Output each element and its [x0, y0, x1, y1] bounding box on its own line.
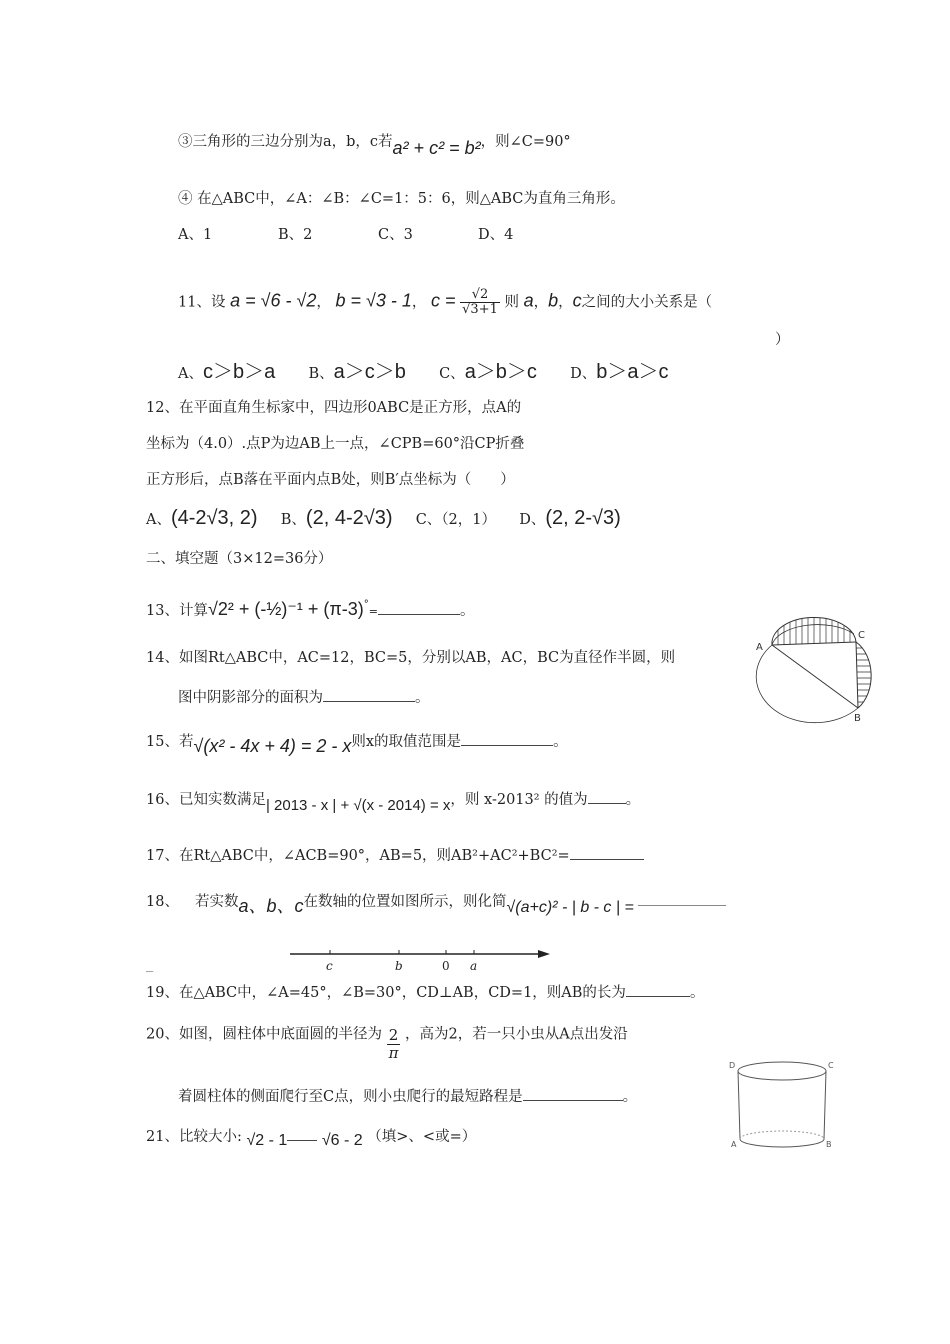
q11-option-c: a＞b＞c [464, 361, 537, 383]
q14-end: 。 [415, 690, 430, 706]
q12-options [146, 508, 621, 530]
q18-variables: a、b、c [238, 896, 304, 916]
q12-line3: 正方形后，点B落在平面内点B处，则B′点坐标为（ ） [146, 472, 515, 488]
q20-line1-end: ，高为2，若一只小虫从A点出发沿 [405, 1026, 628, 1043]
q14-label-b: B [854, 713, 861, 724]
q11-options [178, 362, 669, 384]
q17-text: 17、在Rt△ABC中，∠ACB=90°，AB=5，则AB²+AC²+BC²= [146, 848, 570, 864]
q12-option-a-label: A、 [146, 512, 171, 528]
q16-number: 16、已知实数满足 [146, 792, 266, 808]
q10-option-a: A、1 [178, 227, 213, 243]
q12-option-a: (4-2√3, 2) [170, 507, 258, 529]
number-line-label-c: c [326, 959, 333, 973]
q11-b-definition: b = √3 - 1 [335, 290, 412, 311]
cylinder-top [738, 1062, 826, 1080]
q16-equation: | 2013 - x | + √(x - 2014) = x [265, 797, 451, 814]
q19-answer-blank [626, 996, 690, 997]
cylinder-label-d: D [729, 1061, 736, 1070]
number-line-label-b: b [395, 959, 403, 973]
q18-prefix: 若实数 [194, 894, 239, 910]
q15-equation: √(x² - 4x + 4) = 2 - x [193, 736, 352, 756]
q12-line1: 12、在平面直角生标家中，四边形0ABC是正方形，点A的 [146, 400, 522, 416]
q16-answer-blank [588, 803, 626, 804]
q14-line2-text: 图中阴影部分的面积为 [178, 690, 323, 706]
q10-item3 [178, 130, 571, 158]
q10-option-c: C、3 [378, 227, 413, 243]
q20-radius-fraction [387, 1027, 401, 1062]
q11-c-numerator: √2 [460, 288, 500, 303]
q21 [146, 1127, 476, 1147]
q20-line1 [146, 1017, 628, 1062]
q21-left-expression: √2 - 1 [246, 1132, 288, 1149]
cylinder-label-a: A [731, 1140, 737, 1149]
q12-option-c: （2，1） [441, 512, 497, 528]
q18-number: 18、 [146, 894, 179, 910]
q14-label-c: C [858, 630, 865, 641]
q20-line1-text: 20、如图，圆柱体中底面圆的半径为 [146, 1026, 382, 1043]
q20-line2-text: 着圆柱体的侧面爬行至C点，则小虫爬行的最短路程是 [178, 1089, 523, 1105]
q21-right-expression: √6 - 2 [321, 1132, 363, 1149]
q20-end: 。 [622, 1089, 638, 1105]
q10-option-d: D、4 [478, 227, 514, 243]
q13-expression: √2² + (-½)⁻¹ + (π-3) [207, 599, 364, 619]
q14-semicircle-bc [856, 642, 871, 708]
q10-item3-conclusion: ，则∠C=90° [480, 134, 571, 150]
number-line-label-0: 0 [442, 959, 450, 973]
q11-question: 之间的大小关系是（ [581, 294, 713, 311]
cylinder-label-b: B [826, 1140, 832, 1149]
q15-number: 15、若 [146, 734, 194, 750]
q18 [146, 890, 726, 916]
q20-cylinder-figure [727, 1055, 837, 1155]
q15 [146, 730, 568, 756]
q12-line2: 坐标为（4.0）.点P为边AB上一点，∠CPB=60°沿CP折叠 [146, 436, 525, 452]
section-heading: 二、填空题（3×12=36分） [146, 551, 333, 567]
q21-number: 21、比较大小: [146, 1129, 242, 1145]
q13-degree: ° [363, 599, 369, 610]
q18-middle: 在数轴的位置如图所示，则化简 [303, 894, 507, 910]
q13: 13、计算√2² + (-½)⁻¹ + (π-3)°= 。 [146, 599, 475, 619]
number-line-label-a: a [470, 959, 478, 973]
number-line-arrow [538, 950, 550, 958]
q11-tail: 则 [504, 294, 519, 311]
q13-answer-blank [378, 614, 460, 615]
q10-item3-equation: a² + c² = b² [392, 138, 481, 158]
q21-answer-blank [287, 1140, 317, 1141]
q12-option-b: (2, 4-2√3) [305, 507, 393, 529]
q11-c-denominator: √3+1 [462, 302, 498, 317]
q15-answer-blank [461, 745, 553, 746]
q14-line1: 14、如图Rt△ABC中，AC=12，BC=5，分别以AB，AC，BC为直径作半圆，则 [146, 650, 676, 666]
q17 [146, 846, 644, 866]
q11-option-b: a＞c＞b [333, 361, 406, 383]
q21-instruction: （填>、<或=） [367, 1129, 477, 1145]
q13-equals: = [368, 605, 378, 618]
q20-fraction-numerator: 2 [387, 1027, 401, 1045]
q19 [146, 983, 704, 1003]
cylinder-bottom-back [740, 1131, 824, 1139]
q12-option-d-label: D、 [519, 512, 546, 528]
q11-close-paren: ） [775, 332, 790, 348]
q11-option-d: b＞a＞c [596, 361, 669, 383]
q11-c-label: c = [431, 290, 456, 311]
q11-stem: 11、设 a = √6 - √2， b = √3 - 1， c = $\frac{√2}{√3+1}$ 则 a，b，c之间的大小关系是（ [178, 287, 713, 317]
q11-option-b-label: B、 [308, 366, 334, 382]
q18-expression: √(a+c)² - | b - c | = [506, 899, 634, 916]
q16 [146, 790, 641, 814]
q18-answer-blank [638, 905, 726, 906]
q11-option-a: c＞b＞a [202, 361, 276, 383]
q18-number-line [288, 945, 558, 975]
q20-fraction-denominator: π [388, 1044, 399, 1062]
q11-c-fraction [460, 288, 500, 317]
q19-text: 19、在△ABC中，∠A=45°，∠B=30°，CD⊥AB，CD=1，则AB的长为 [146, 985, 626, 1001]
q14-figure [750, 600, 900, 725]
q15-question: 则x的取值范围是 [351, 734, 462, 750]
q19-end: 。 [689, 985, 705, 1001]
q14-line2 [178, 688, 430, 708]
q14-label-a: A [756, 642, 763, 653]
q11-a-definition: a = √6 - √2 [230, 290, 317, 311]
q12-option-b-label: B、 [280, 512, 306, 528]
q10-option-b: B、2 [278, 227, 313, 243]
q15-end: 。 [553, 734, 568, 750]
q20-answer-blank [523, 1100, 623, 1101]
q14-answer-blank [323, 701, 415, 702]
q11-option-a-label: A、 [178, 366, 203, 382]
cylinder-bottom-front [740, 1139, 824, 1147]
q14-side-bc [856, 642, 858, 708]
q10-item4: ④ 在△ABC中，∠A：∠B：∠C=1：5：6，则△ABC为直角三角形。 [178, 191, 625, 207]
q12-option-c-label: C、 [415, 512, 442, 528]
q14-semicircle-ab [756, 645, 858, 723]
q17-answer-blank [570, 859, 644, 860]
q20-line2 [178, 1087, 637, 1107]
q12-option-d: (2, 2-√3) [545, 507, 621, 529]
q16-end: 。 [625, 792, 641, 808]
q11-option-d-label: D、 [570, 366, 597, 382]
q13-number: 13、计算 [146, 603, 208, 619]
cylinder-label-c: C [828, 1061, 834, 1070]
q14-hypotenuse-ab [772, 645, 858, 708]
q16-question: ，则 x-2013² 的值为 [450, 792, 588, 808]
q11-number: 11、设 [178, 294, 226, 311]
q11-option-c-label: C、 [439, 366, 465, 382]
q10-item3-text: ③三角形的三边分别为a，b，c若 [178, 134, 393, 150]
q18-blank-continuation: _ [146, 956, 154, 972]
cylinder-right-edge [824, 1071, 826, 1139]
cylinder-left-edge [738, 1071, 740, 1139]
